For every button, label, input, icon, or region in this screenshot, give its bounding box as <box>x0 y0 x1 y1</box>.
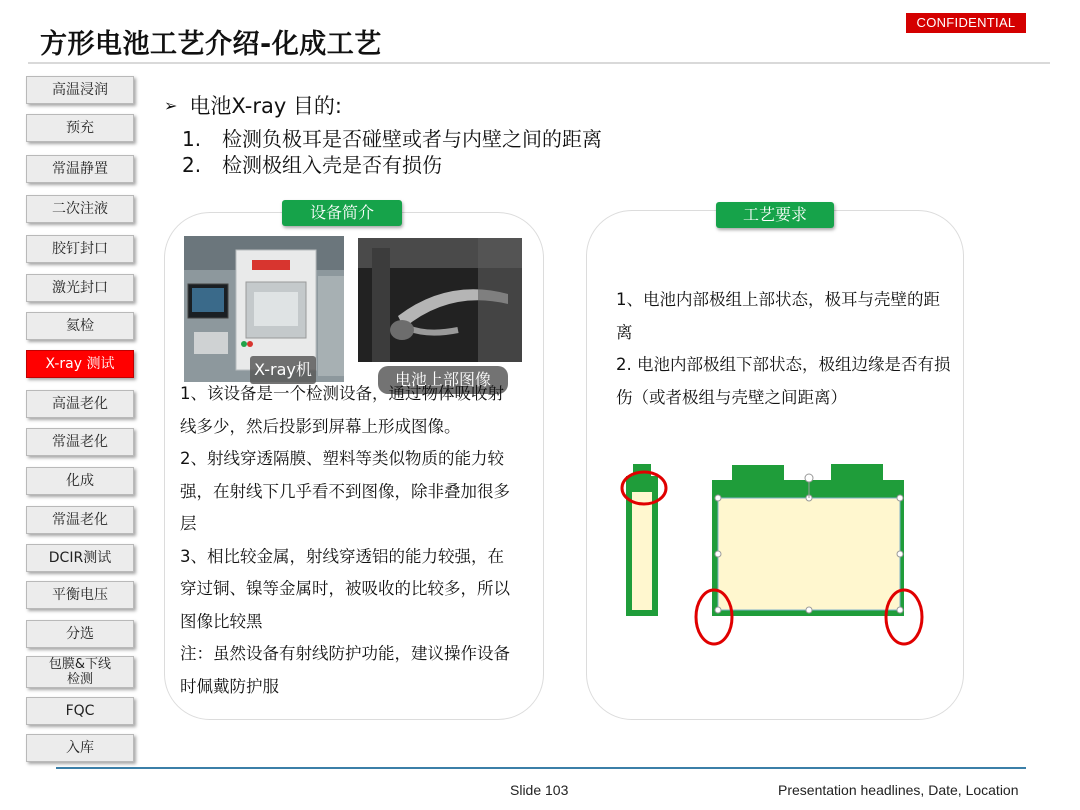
requirement-item: 1、电池内部极组上部状态，极耳与壳壁的距离 <box>616 290 940 342</box>
list-number: 1. <box>182 127 202 151</box>
requirements-tag: 工艺要求 <box>716 202 834 228</box>
sidebar-item-balance-voltage[interactable]: 平衡电压 <box>26 581 134 609</box>
sidebar-item-warehousing[interactable]: 入库 <box>26 734 134 762</box>
sidebar-item-room-temp-aging-2[interactable]: 常温老化 <box>26 506 134 534</box>
sidebar-item-fqc[interactable]: FQC <box>26 697 134 725</box>
confidential-badge: CONFIDENTIAL <box>906 13 1026 33</box>
sidebar-item-room-temp-rest[interactable]: 常温静置 <box>26 155 134 183</box>
battery-image-caption: 电池上部图像 <box>378 366 508 394</box>
list-item <box>182 152 602 178</box>
equipment-description <box>180 378 520 703</box>
sidebar-item-high-temp-soak[interactable]: 高温浸润 <box>26 76 134 104</box>
description-paragraph: 1、该设备是一个检测设备，通过物体吸收射线多少，然后投影到屏幕上形成图像。 <box>180 384 504 436</box>
requirement-item: 2. 电池内部极组下部状态，极组边缘是否有损伤（或者极组与壳壁之间距离） <box>616 355 951 407</box>
battery-top-xray-image <box>358 238 522 362</box>
sidebar-item-second-injection[interactable]: 二次注液 <box>26 195 134 223</box>
sidebar-item-formation[interactable]: 化成 <box>26 467 134 495</box>
section-heading <box>164 90 342 120</box>
page-title: 方形电池工艺介绍-化成工艺 <box>40 29 382 60</box>
sidebar-item-label-line1: 包膜&下线 <box>48 657 112 672</box>
sidebar-item-precharge[interactable]: 预充 <box>26 114 134 142</box>
equipment-tag: 设备简介 <box>282 200 402 226</box>
sidebar-item-helium-test[interactable]: 氦检 <box>26 312 134 340</box>
sidebar-item-wrap-offline-test[interactable] <box>26 656 134 688</box>
slide-number: Slide 103 <box>510 782 569 798</box>
sidebar-item-high-temp-aging[interactable]: 高温老化 <box>26 390 134 418</box>
footer-caption: Presentation headlines, Date, Location <box>778 782 1019 798</box>
xray-machine-caption: X-ray机 <box>250 356 316 384</box>
section-heading-text: 电池X-ray 目的: <box>189 94 343 118</box>
title-divider <box>28 62 1050 64</box>
sidebar-item-room-temp-aging[interactable]: 常温老化 <box>26 428 134 456</box>
list-text: 检测负极耳是否碰壁或者与内壁之间的距离 <box>222 127 602 151</box>
battery-cell-diagram <box>612 456 942 656</box>
description-note: 注：虽然设备有射线防护功能，建议操作设备时佩戴防护服 <box>180 644 510 696</box>
list-item <box>182 126 602 152</box>
arrow-bullet-icon: ➢ <box>164 96 178 115</box>
requirements-text <box>616 284 956 414</box>
list-text: 检测极组入壳是否有损伤 <box>222 153 442 177</box>
description-paragraph: 2、射线穿透隔膜、塑料等类似物质的能力较强，在射线下几乎看不到图像，除非叠加很多层 <box>180 449 510 533</box>
sidebar-item-rubber-nail-seal[interactable]: 胶钉封口 <box>26 235 134 263</box>
description-paragraph: 3、相比较金属，射线穿透铝的能力较强，在穿过铜、镍等金属时，被吸收的比较多，所以图像比较黑 <box>180 546 510 631</box>
sidebar-item-label-line2: 检测 <box>66 672 93 687</box>
front-tab-shape <box>831 464 883 482</box>
sidebar-item-dcir-test[interactable]: DCIR测试 <box>26 544 134 572</box>
list-number: 2. <box>182 153 202 177</box>
sidebar-item-xray-test[interactable]: X-ray 测试 <box>26 350 134 378</box>
sidebar-item-laser-seal[interactable]: 激光封口 <box>26 274 134 302</box>
sidebar-item-sorting[interactable]: 分选 <box>26 620 134 648</box>
objectives-list <box>182 126 602 178</box>
footer-divider <box>56 767 1026 769</box>
